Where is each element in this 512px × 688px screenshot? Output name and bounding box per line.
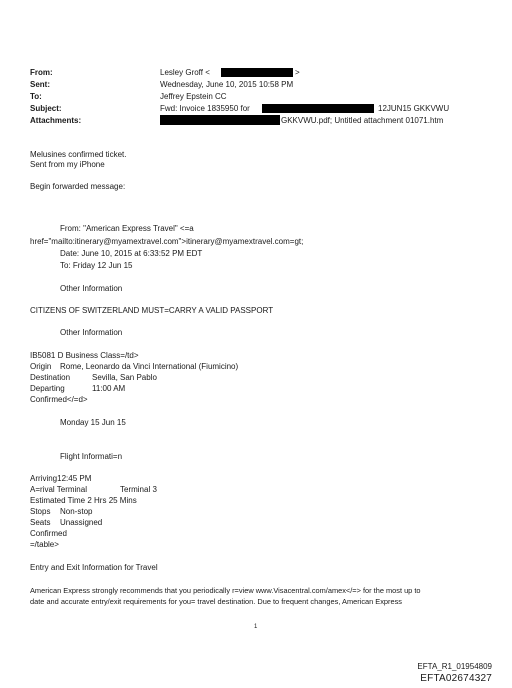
fwd-from: From: "American Express Travel" <=a — [60, 224, 194, 233]
page-number: 1 — [254, 624, 258, 630]
redaction-bar — [221, 68, 293, 77]
fwd-date: Date: June 10, 2015 at 6:33:52 PM EDT — [60, 249, 203, 258]
fwd-href: href="mailto:itinerary@myamextravel.com">itinerary@myamextravel.com=gt; — [30, 237, 304, 246]
body-line: Begin forwarded message: — [30, 182, 126, 191]
sent-label: Sent: — [30, 80, 50, 89]
attachments-suffix: GKKVWU.pdf; Untitled attachment 01071.htm — [281, 116, 444, 125]
from-close: > — [295, 68, 300, 77]
entry-exit-heading: Entry and Exit Information for Travel — [30, 563, 158, 572]
other-info: Other Information — [60, 328, 123, 337]
origin-value: Rome, Leonardo da Vinci International (Fiumicino) — [60, 362, 239, 371]
flight-line: IB5081 D Business Class=/td> — [30, 351, 139, 360]
arrival-terminal-value: Terminal 3 — [120, 485, 157, 494]
body-line: Sent from my iPhone — [30, 160, 105, 169]
table-close: =/table> — [30, 540, 59, 549]
other-info: Other Information — [60, 284, 123, 293]
origin-label: Origin — [30, 362, 52, 371]
redaction-bar — [160, 115, 280, 125]
subject-label: Subject: — [30, 104, 62, 113]
seats-label: Seats — [30, 518, 51, 527]
subject-prefix: Fwd: Invoice 1835950 for — [160, 104, 250, 113]
seats-value: Unassigned — [60, 518, 103, 527]
amex-paragraph-line: date and accurate entry/exit requirements for you= travel destination. Due to frequent changes, American Express — [30, 597, 402, 606]
redaction-bar — [262, 104, 374, 113]
date-line: Monday 15 Jun 15 — [60, 418, 126, 427]
estimated-time: Estimated Time 2 Hrs 25 Mins — [30, 496, 137, 505]
footer-ref: EFTA_R1_01954809 — [417, 662, 492, 671]
to-value: Jeffrey Epstein CC — [160, 92, 227, 101]
departing-label: Departing — [30, 384, 65, 393]
from-name: Lesley Groff < — [160, 68, 210, 77]
attachments-label: Attachments: — [30, 116, 82, 125]
from-label: From: — [30, 68, 53, 77]
departing-value: 11:00 AM — [92, 384, 126, 393]
destination-value: Sevilla, San Pablo — [92, 373, 157, 382]
destination-label: Destination — [30, 373, 71, 382]
sent-value: Wednesday, June 10, 2015 10:58 PM — [160, 80, 294, 89]
confirmed-line: Confirmed — [30, 529, 67, 538]
passport-line: CITIZENS OF SWITZERLAND MUST=CARRY A VALID PASSPORT — [30, 306, 274, 315]
stops-label: Stops — [30, 507, 51, 516]
footer-ref: EFTA02674327 — [420, 673, 492, 684]
stops-value: Non-stop — [60, 507, 93, 516]
arrival-terminal-label: A=rival Terminal — [30, 485, 87, 494]
to-label: To: — [30, 92, 42, 101]
arriving-line: Arriving12:45 PM — [30, 474, 92, 483]
amex-paragraph-line: American Express strongly recommends that you periodically r=view www.Visacentral.com/amex</=> for the most up to — [30, 586, 421, 595]
subject-suffix: 12JUN15 GKKVWU — [378, 104, 450, 113]
flight-info: Flight Informati=n — [60, 452, 123, 461]
confirmed-line: Confirmed</=d> — [30, 395, 88, 404]
fwd-to: To: Friday 12 Jun 15 — [60, 261, 133, 270]
body-line: Melusines confirmed ticket. — [30, 150, 127, 159]
